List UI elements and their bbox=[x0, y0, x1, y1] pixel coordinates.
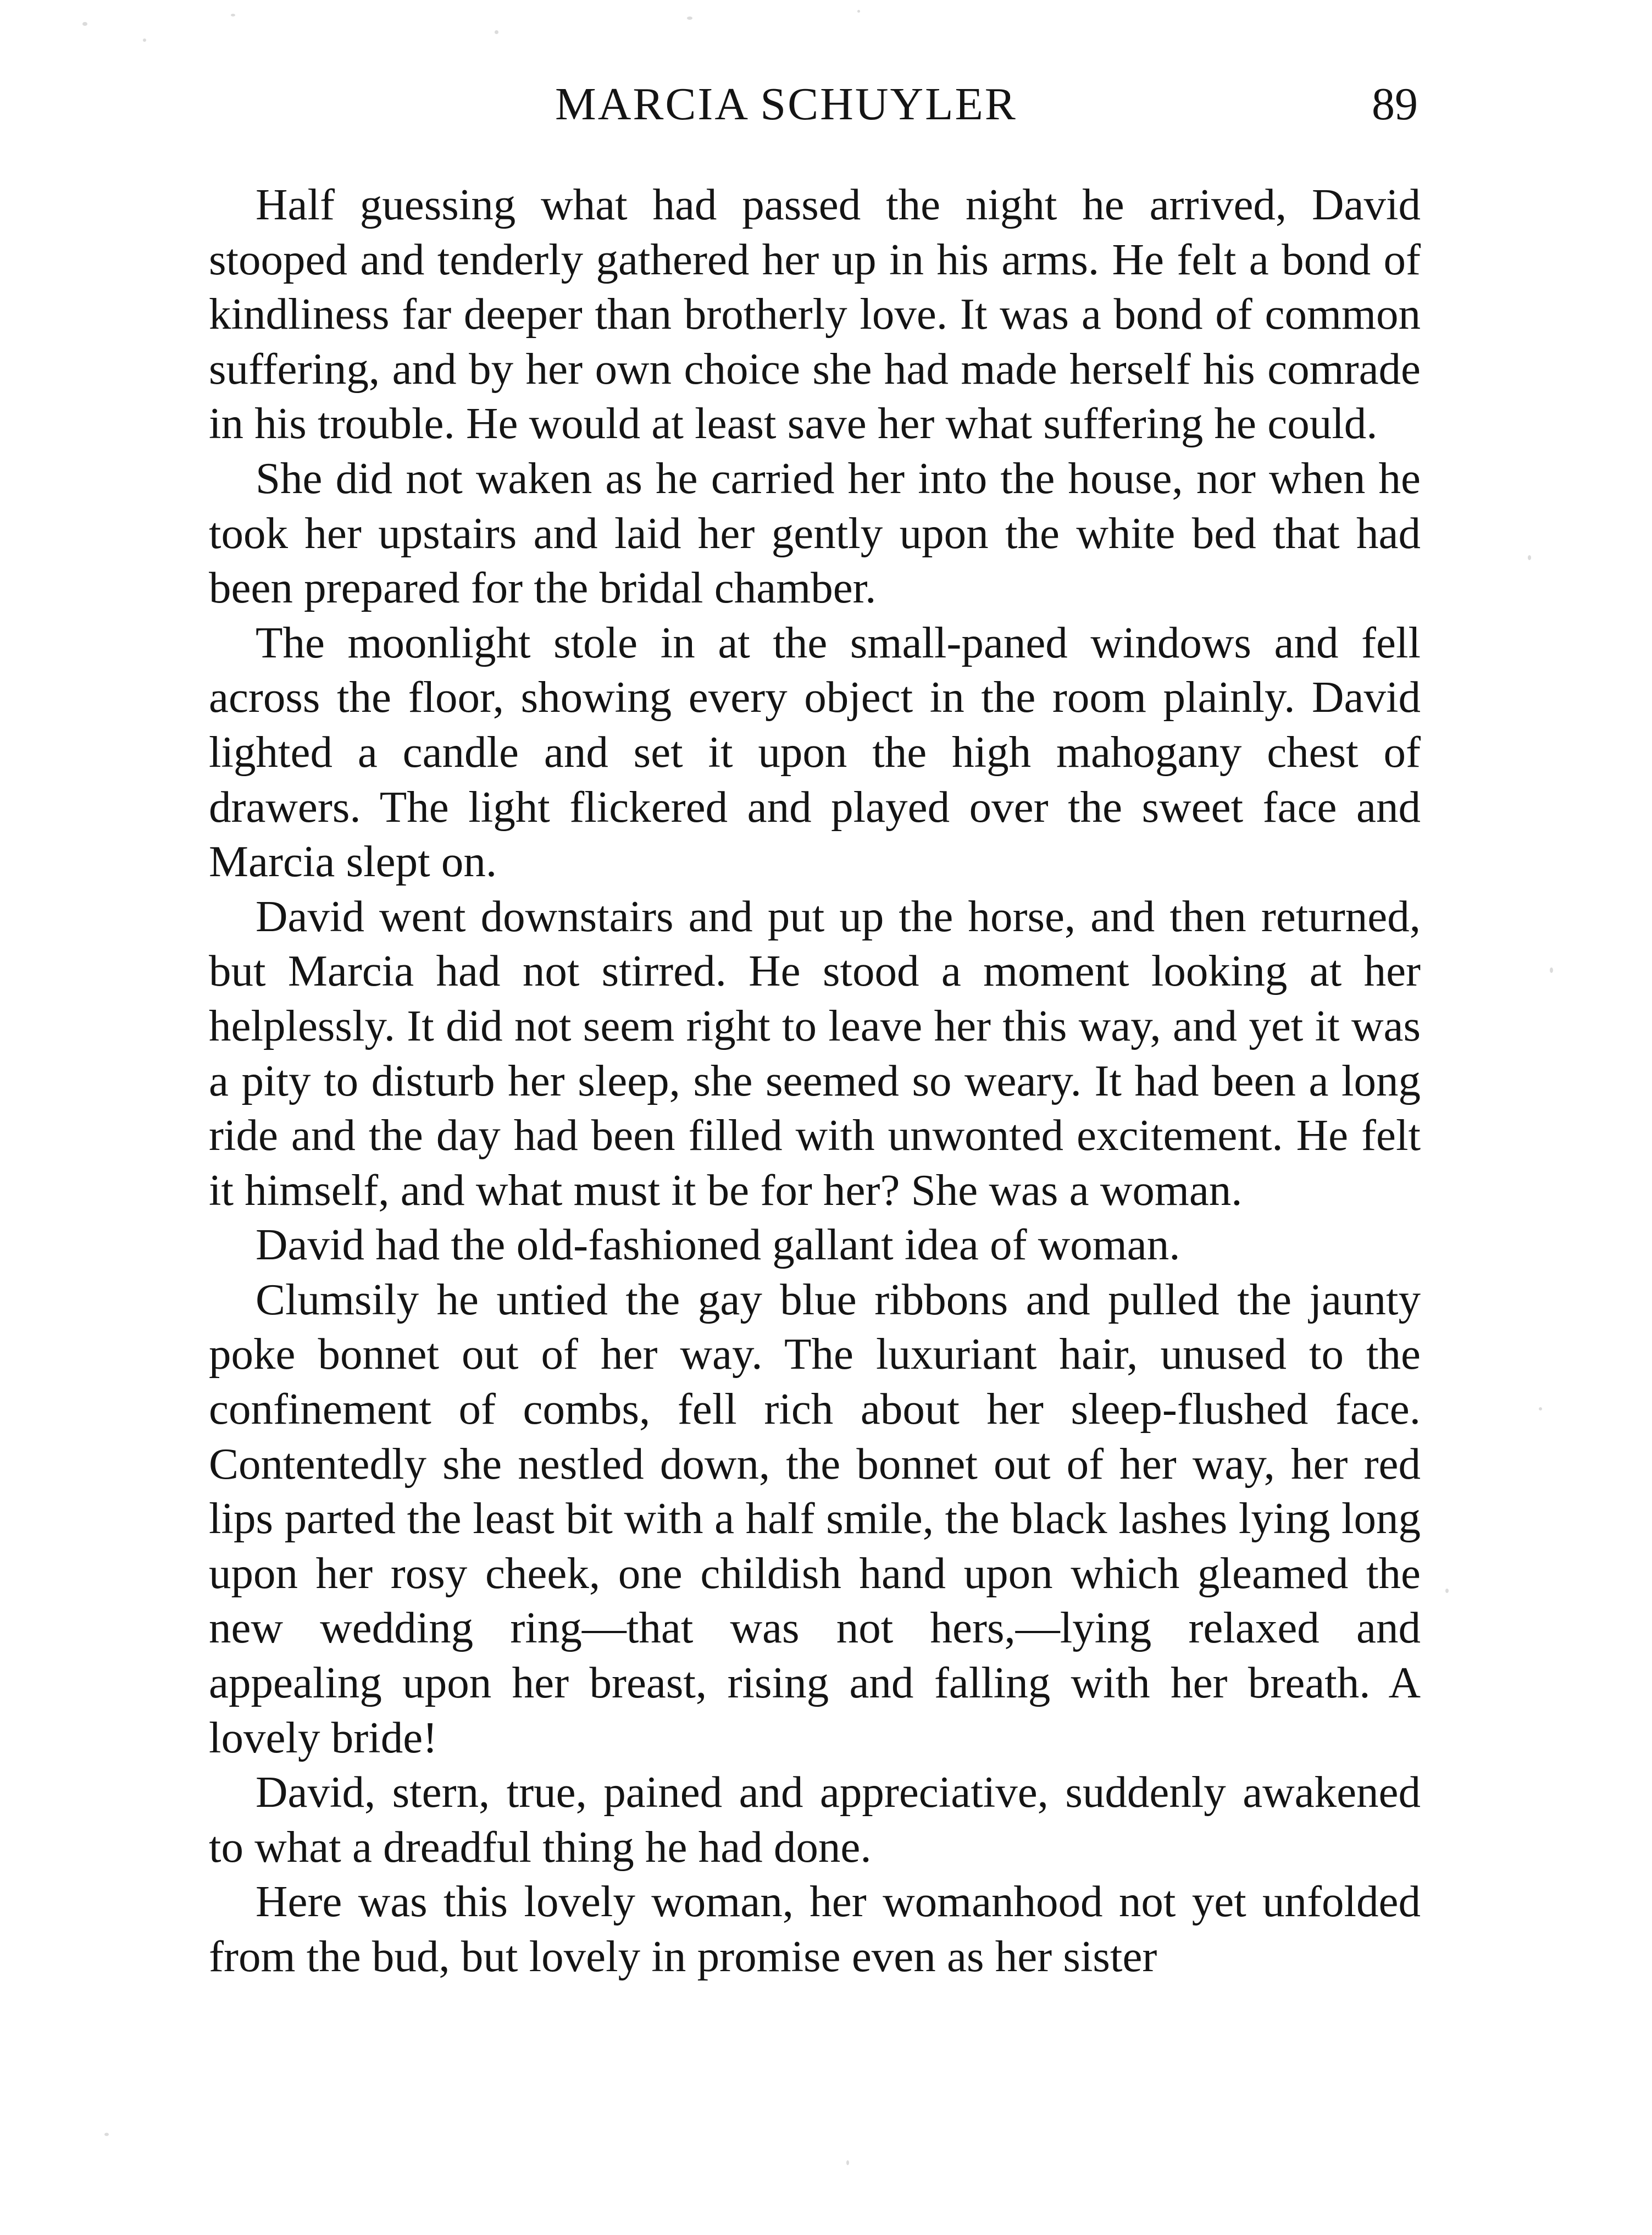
paragraph: Clumsily he untied the gay blue ribbons and pulled the jaunty poke bonnet out of her way. The luxuriant hair, unused to the confinement of combs, fell rich about her sleep-flushed face. Contentedly she nestled down, the bonnet out of her way, her red lips parted the least bit with a half smile, the black lashes lying long upon her rosy cheek, one childish hand upon which gleamed the new wedding ring—that was not hers,—lying relaxed and appealing upon her breast, rising and falling with her breath. A lovely bride! bbox=[209, 1274, 1421, 1762]
scan-noise bbox=[104, 2133, 109, 2136]
scan-noise bbox=[1550, 967, 1553, 973]
body-text bbox=[209, 178, 1421, 1984]
scan-noise bbox=[846, 2160, 849, 2165]
page-header bbox=[209, 71, 1418, 137]
running-head: MARCIA SCHUYLER bbox=[555, 79, 1017, 130]
page-number: 89 bbox=[1372, 79, 1418, 130]
paragraph: Half guessing what had passed the night he arrived, David stooped and tenderly gathered her up in his arms. He felt a bond of kindliness far deeper than brotherly love. It was a bond of common suffering, and by her own choice she had made herself his comrade in his trouble. He would at least save her what suffering he could. bbox=[209, 180, 1421, 449]
scan-noise bbox=[1539, 1407, 1542, 1410]
scan-noise bbox=[687, 16, 692, 20]
paragraph: David, stern, true, pained and appreciative, suddenly awakened to what a dreadful thing he had done. bbox=[209, 1767, 1421, 1872]
scan-noise bbox=[143, 38, 146, 42]
paragraph: David went downstairs and put up the horse, and then returned, but Marcia had not stirred. He stood a moment looking at her helplessly. It did not seem right to leave her this way, and yet it was a pity to disturb her sleep, she seemed so weary. It had been a long ride and the day had been filled with unwonted excitement. He felt it himself, and what must it be for her? She was a woman. bbox=[209, 891, 1421, 1215]
paragraph: The moonlight stole in at the small-paned windows and fell across the floor, showing every object in the room plainly. David lighted a candle and set it upon the high mahogany chest of drawers. The light flickered and played over the sweet face and Marcia slept on. bbox=[209, 617, 1421, 887]
scan-noise bbox=[1528, 555, 1531, 560]
paragraph: David had the old-fashioned gallant idea of woman. bbox=[256, 1220, 1180, 1270]
scan-noise bbox=[82, 22, 87, 26]
scan-noise bbox=[1445, 1589, 1449, 1593]
paragraph: Here was this lovely woman, her womanhood not yet unfolded from the bud, but lovely in promise even as her sister bbox=[209, 1877, 1421, 1981]
scan-noise bbox=[857, 10, 860, 13]
scan-noise bbox=[495, 30, 498, 34]
scan-noise bbox=[231, 14, 235, 16]
paragraph: She did not waken as he carried her into the house, nor when he took her upstairs and laid her gently upon the white bed that had been prepared for the bridal chamber. bbox=[209, 453, 1421, 613]
